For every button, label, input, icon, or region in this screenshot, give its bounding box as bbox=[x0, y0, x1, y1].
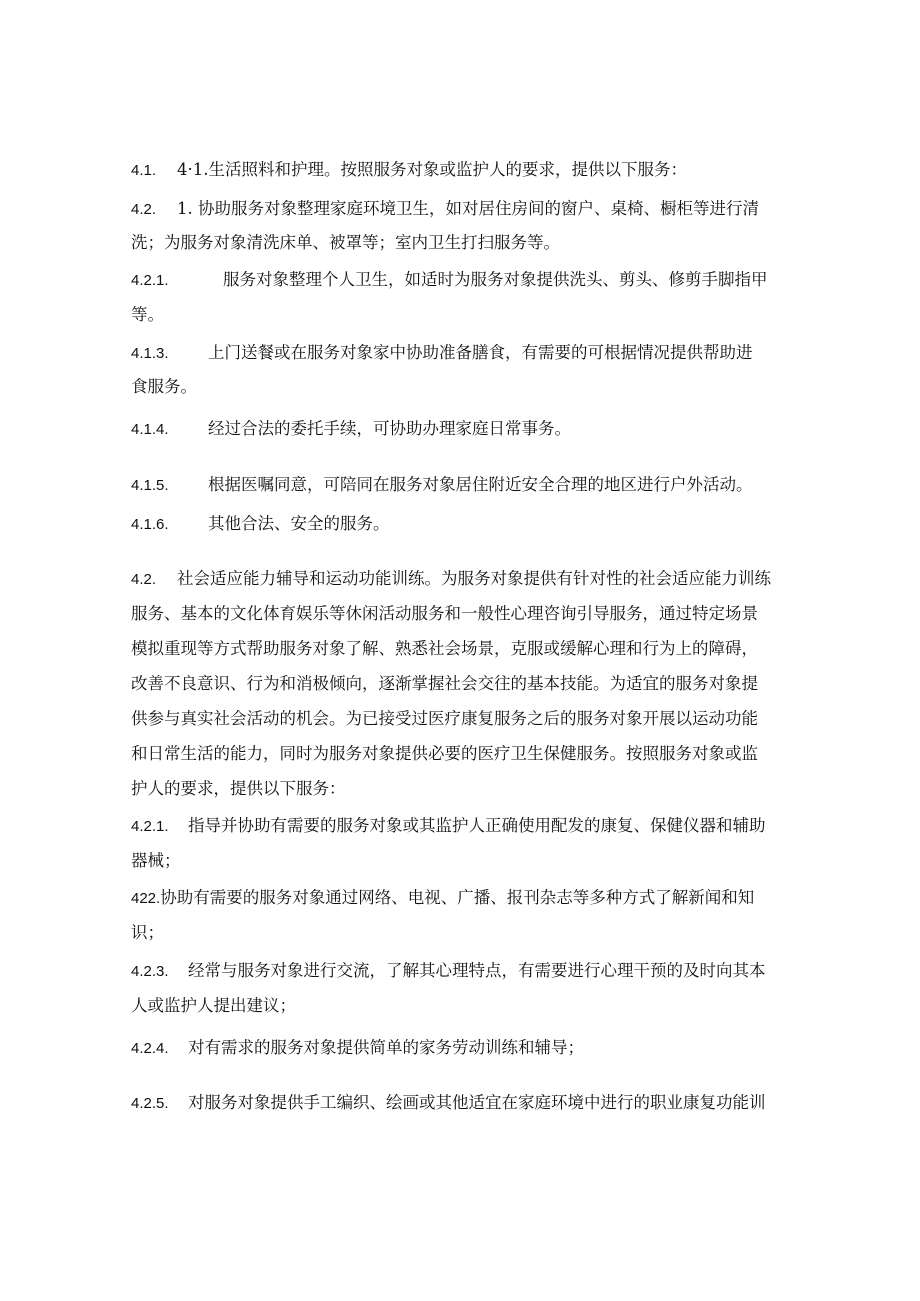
section-number: 4.2.1. bbox=[131, 818, 169, 835]
paragraph-continuation bbox=[131, 995, 296, 1017]
paragraph-continuation bbox=[131, 232, 560, 254]
paragraph-4-1-5 bbox=[131, 474, 753, 497]
section-number: 4.2. bbox=[131, 571, 157, 588]
paragraph-text: 模拟重现等方式帮助服务对象了解、熟悉社会场景，克服或缓解心理和行为上的障碍， bbox=[131, 639, 758, 658]
section-number: 4.1.5. bbox=[131, 477, 169, 494]
paragraph-text: 上门送餐或在服务对象家中协助准备膳食，有需要的可根据情况提供帮助进 bbox=[208, 343, 753, 362]
paragraph-text: 护人的要求，提供以下服务： bbox=[131, 779, 346, 798]
paragraph-4-2-3 bbox=[131, 960, 766, 983]
paragraph-continuation bbox=[131, 673, 758, 695]
paragraph-text: 服务对象整理个人卫生，如适时为服务对象提供洗头、剪头、修剪手脚指甲 bbox=[223, 270, 768, 289]
paragraph-4-1-6 bbox=[131, 513, 390, 536]
section-number: 4.2.4. bbox=[131, 1040, 169, 1057]
section-number: 4.1.4. bbox=[131, 421, 169, 438]
paragraph-text: 食服务。 bbox=[131, 377, 197, 396]
paragraph-text: 指导并协助有需要的服务对象或其监护人正确使用配发的康复、保健仪器和辅助 bbox=[188, 816, 766, 835]
paragraph-4-2-1 bbox=[131, 815, 766, 838]
paragraph-continuation bbox=[131, 376, 197, 398]
paragraph-text: 等。 bbox=[131, 305, 164, 324]
section-number: 4.1.3. bbox=[131, 345, 169, 362]
section-number: 4.2.3. bbox=[131, 963, 169, 980]
section-number: 4.2.5. bbox=[131, 1095, 169, 1112]
section-number: 422. bbox=[131, 890, 161, 907]
paragraph-continuation bbox=[131, 304, 164, 326]
paragraph-text: 对有需求的服务对象提供简单的家务劳动训练和辅导； bbox=[188, 1038, 584, 1057]
paragraph-text: 经常与服务对象进行交流，了解其心理特点，有需要进行心理干预的及时向其本 bbox=[188, 961, 766, 980]
section-number: 4.2.1. bbox=[131, 272, 169, 289]
paragraph-4-2-2 bbox=[131, 887, 754, 910]
paragraph-4-2-5 bbox=[131, 1092, 766, 1115]
section-number: 4.2. bbox=[131, 201, 157, 218]
paragraph-text: 供参与真实社会活动的机会。为已接受过医疗康复服务之后的服务对象开展以运动功能 bbox=[131, 709, 758, 728]
paragraph-text: 4·1.生活照料和护理。按照服务对象或监护人的要求，提供以下服务： bbox=[177, 160, 687, 179]
paragraph-4-1-4 bbox=[131, 418, 571, 441]
section-number: 4.1.6. bbox=[131, 516, 169, 533]
paragraph-4-2-1-hygiene bbox=[131, 269, 768, 292]
paragraph-text: 协助有需要的服务对象通过网络、电视、广播、报刊杂志等多种方式了解新闻和知 bbox=[160, 888, 755, 907]
paragraph-4-2-4 bbox=[131, 1037, 584, 1060]
paragraph-continuation bbox=[131, 850, 181, 872]
paragraph-continuation bbox=[131, 708, 758, 730]
paragraph-text: 其他合法、安全的服务。 bbox=[208, 514, 390, 533]
paragraph-continuation bbox=[131, 743, 758, 765]
paragraph-text: 1. 协助服务对象整理家庭环境卫生，如对居住房间的窗户、桌椅、橱柜等进行清 bbox=[177, 199, 759, 218]
paragraph-text: 改善不良意识、行为和消极倾向，逐渐掌握社会交往的基本技能。为适宜的服务对象提 bbox=[131, 674, 758, 693]
paragraph-text: 洗；为服务对象清洗床单、被罩等；室内卫生打扫服务等。 bbox=[131, 233, 560, 252]
paragraph-text: 人或监护人提出建议； bbox=[131, 996, 296, 1015]
paragraph-text: 服务、基本的文化体育娱乐等休闲活动服务和一般性心理咨询引导服务，通过特定场景 bbox=[131, 604, 758, 623]
paragraph-text: 经过合法的委托手续，可协助办理家庭日常事务。 bbox=[208, 419, 571, 438]
paragraph-text: 根据医嘱同意，可陪同在服务对象居住附近安全合理的地区进行户外活动。 bbox=[208, 475, 753, 494]
paragraph-continuation bbox=[131, 603, 758, 625]
paragraph-4-2-social bbox=[131, 568, 771, 591]
paragraph-text: 器械； bbox=[131, 851, 181, 870]
paragraph-4-1-3 bbox=[131, 342, 753, 365]
section-number: 4.1. bbox=[131, 162, 157, 179]
paragraph-4-1 bbox=[131, 159, 687, 182]
paragraph-continuation bbox=[131, 922, 164, 944]
paragraph-text: 对服务对象提供手工编织、绘画或其他适宜在家庭环境中进行的职业康复功能训 bbox=[188, 1093, 766, 1112]
paragraph-text: 社会适应能力辅导和运动功能训练。为服务对象提供有针对性的社会适应能力训练 bbox=[177, 569, 771, 588]
paragraph-text: 和日常生活的能力，同时为服务对象提供必要的医疗卫生保健服务。按照服务对象或监 bbox=[131, 744, 758, 763]
paragraph-continuation bbox=[131, 638, 758, 660]
paragraph-4-2-cleaning bbox=[131, 198, 759, 221]
paragraph-continuation bbox=[131, 778, 346, 800]
paragraph-text: 识； bbox=[131, 923, 164, 942]
